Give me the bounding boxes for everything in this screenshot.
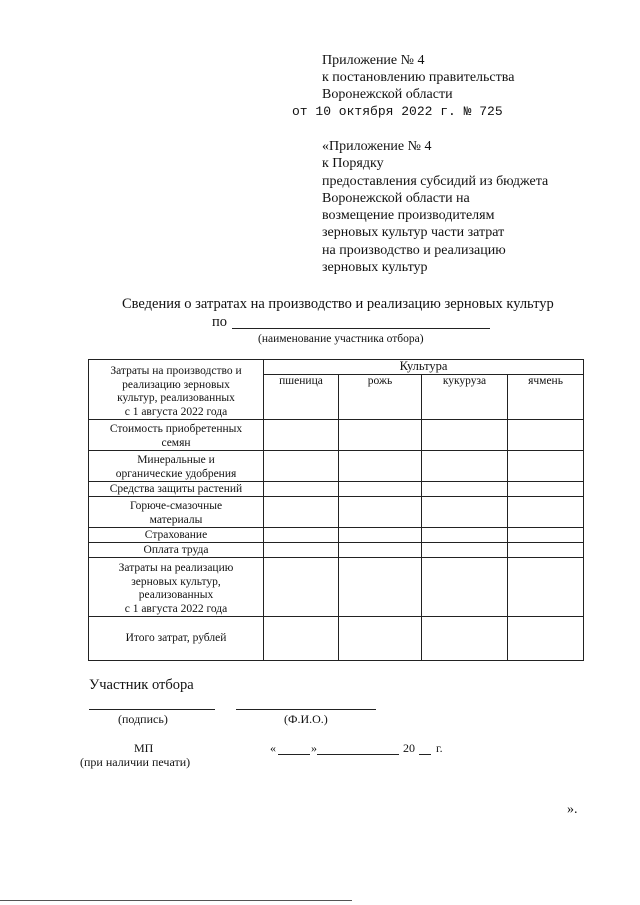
column-header-wheat: пшеница (264, 375, 339, 420)
input-cell[interactable] (339, 617, 422, 661)
table-row (89, 558, 584, 617)
date-year-prefix: 20 (403, 741, 415, 755)
annex-header-line: Воронежской области (322, 87, 453, 102)
table-row (89, 482, 584, 497)
stamp-hint: (при наличии печати) (80, 755, 191, 769)
annex-header-line: Приложение № 4 (322, 53, 425, 68)
input-cell[interactable] (508, 451, 584, 482)
table-row (89, 451, 584, 482)
annex-header-line: к постановлению правительства (322, 70, 515, 85)
participant-name-line[interactable] (232, 328, 490, 329)
input-cell[interactable] (422, 420, 508, 451)
input-cell[interactable] (264, 558, 339, 617)
input-cell[interactable] (264, 482, 339, 497)
header-line: Затраты на производство и (110, 365, 242, 377)
resolution-date: от 10 октября 2022 г. № 725 (292, 104, 503, 119)
title-by: по (212, 314, 228, 330)
document-title: Сведения о затратах на производство и реализацию зерновых культур (122, 296, 554, 312)
header-line: культур, реализованных (117, 392, 235, 404)
row-label (89, 482, 264, 497)
input-cell[interactable] (264, 420, 339, 451)
annex-header (322, 52, 514, 103)
table-row (89, 497, 584, 528)
costs-table (88, 359, 584, 661)
annex-order-line: зерновых культур (322, 260, 428, 276)
annex-order (322, 138, 548, 276)
row-label-line: Средства защиты растений (109, 482, 243, 495)
row-label-line: Стоимость приобретенных (109, 423, 243, 435)
row-label (89, 617, 264, 661)
table-header-row (89, 360, 584, 375)
column-header-barley: ячмень (508, 375, 584, 420)
full-name-hint: (Ф.И.О.) (284, 712, 328, 726)
annex-order-line: «Приложение № 4 (322, 139, 432, 154)
input-cell[interactable] (422, 617, 508, 661)
row-label-line: Минеральные и (137, 454, 215, 466)
date-month-line[interactable] (317, 754, 399, 755)
row-label-line: реализованных (138, 589, 214, 601)
input-cell[interactable] (264, 617, 339, 661)
row-label (89, 528, 264, 543)
row-label-line: материалы (149, 513, 203, 526)
row-label-line: зерновых культур, (131, 575, 221, 588)
table-row (89, 543, 584, 558)
input-cell[interactable] (339, 420, 422, 451)
bottom-rule (0, 900, 352, 901)
input-cell[interactable] (508, 497, 584, 528)
annex-order-line: на производство и реализацию (322, 242, 506, 258)
closing-quote-mark: ». (567, 802, 578, 817)
input-cell[interactable] (339, 528, 422, 543)
input-cell[interactable] (422, 528, 508, 543)
input-cell[interactable] (422, 482, 508, 497)
header-line: с 1 августа 2022 года (124, 405, 228, 418)
date-year-line[interactable] (419, 754, 431, 755)
column-header-rye: рожь (339, 375, 422, 420)
input-cell[interactable] (264, 451, 339, 482)
input-cell[interactable] (508, 543, 584, 558)
corner-header-cell (89, 360, 264, 420)
row-label-line: с 1 августа 2022 года (124, 602, 228, 615)
input-cell[interactable] (422, 543, 508, 558)
annex-order-line: к Порядку (322, 156, 384, 172)
participant-label: Участник отбора (89, 677, 194, 693)
culture-group-header: Культура (264, 360, 584, 375)
participant-name-hint: (наименование участника отбора) (258, 333, 424, 345)
date-day-line[interactable] (278, 754, 310, 755)
signature-line[interactable] (89, 709, 215, 710)
input-cell[interactable] (508, 420, 584, 451)
row-label-line: Затраты на реализацию (118, 562, 234, 574)
input-cell[interactable] (508, 482, 584, 497)
input-cell[interactable] (422, 451, 508, 482)
input-cell[interactable] (339, 543, 422, 558)
input-cell[interactable] (339, 451, 422, 482)
row-label-line: органические удобрения (115, 467, 237, 480)
signature-hint: (подпись) (118, 712, 168, 726)
date-quote-close: » (311, 741, 317, 755)
input-cell[interactable] (508, 528, 584, 543)
stamp-label: МП (134, 741, 154, 755)
row-label-line: Итого затрат, рублей (125, 631, 227, 644)
row-label (89, 497, 264, 528)
row-label-line: Оплата труда (143, 543, 209, 556)
row-label-line: Горюче-смазочные (129, 500, 223, 512)
input-cell[interactable] (339, 497, 422, 528)
input-cell[interactable] (422, 497, 508, 528)
row-label-line: семян (161, 436, 191, 449)
row-label (89, 543, 264, 558)
header-line: реализацию зерновых (122, 378, 230, 391)
input-cell[interactable] (264, 543, 339, 558)
annex-order-line: зерновых культур части затрат (322, 225, 505, 241)
row-label-line: Страхование (144, 528, 208, 541)
table-row (89, 528, 584, 543)
annex-order-line: Воронежской области на (322, 190, 470, 206)
table-row (89, 420, 584, 451)
input-cell[interactable] (264, 528, 339, 543)
annex-order-line: предоставления субсидий из бюджета (322, 173, 549, 189)
date-year-suffix: г. (436, 741, 443, 755)
input-cell[interactable] (264, 497, 339, 528)
row-label (89, 451, 264, 482)
input-cell[interactable] (508, 617, 584, 661)
table-row-total (89, 617, 584, 661)
full-name-line[interactable] (236, 709, 376, 710)
annex-order-line: возмещение производителям (322, 208, 495, 224)
input-cell[interactable] (422, 558, 508, 617)
input-cell[interactable] (339, 482, 422, 497)
date-quote-open: « (270, 741, 276, 755)
row-label (89, 420, 264, 451)
row-label (89, 558, 264, 617)
input-cell[interactable] (339, 558, 422, 617)
column-header-corn: кукуруза (422, 375, 508, 420)
input-cell[interactable] (508, 558, 584, 617)
